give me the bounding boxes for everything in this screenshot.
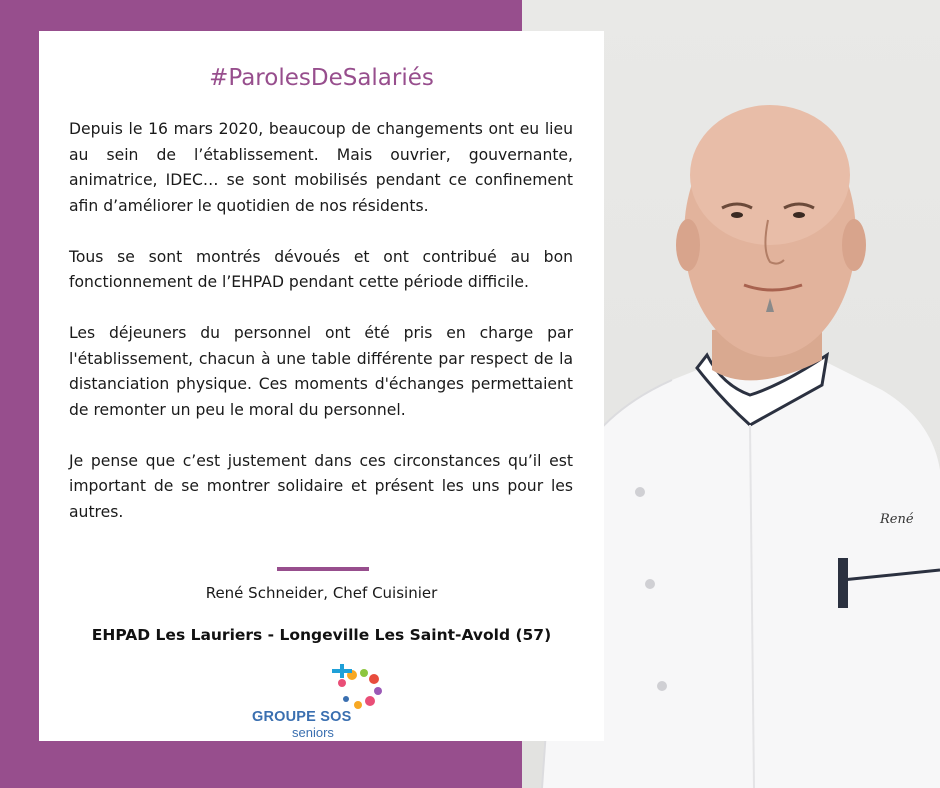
groupe-sos-logo	[244, 661, 404, 741]
paragraph: Les déjeuners du personnel ont été pris en charge par l'établissement, chacun à une table différente par respect de la distanciation physique. Ces moments d'échanges permettaient de remonter un peu le moral du personnel.	[69, 324, 573, 419]
jacket-embroidery: René	[880, 512, 914, 527]
paragraph: Tous se sont montrés dévoués et ont contribué au bon fonctionnement de l’EHPAD pendant cette période difficile.	[69, 247, 573, 291]
paragraph: Je pense que c’est justement dans ces circonstances qu’il est important de se montrer solidaire et présent les uns pour les autres.	[69, 451, 573, 521]
facility-name: EHPAD Les Lauriers - Longeville Les Saint-Avold (57)	[91, 626, 552, 644]
hashtag-title: #ParolesDeSalariés	[209, 65, 434, 91]
logo-splash-icon	[244, 661, 404, 711]
paragraph: Depuis le 16 mars 2020, beaucoup de changements ont eu lieu au sein de l’établissement. Mais ouvrier, gouvernante, animatrice, IDEC… se sont mobilisés pendant ce confinement afin d’améliorer le quotidien de nos résidents.	[69, 120, 573, 215]
quote-card	[39, 31, 604, 741]
accent-divider	[277, 567, 369, 571]
testimonial-text	[69, 117, 573, 551]
author-signature: René Schneider, Chef Cuisinier	[205, 584, 438, 602]
logo-subtext: seniors	[292, 725, 334, 740]
logo-text: GROUPE SOS	[252, 709, 352, 725]
